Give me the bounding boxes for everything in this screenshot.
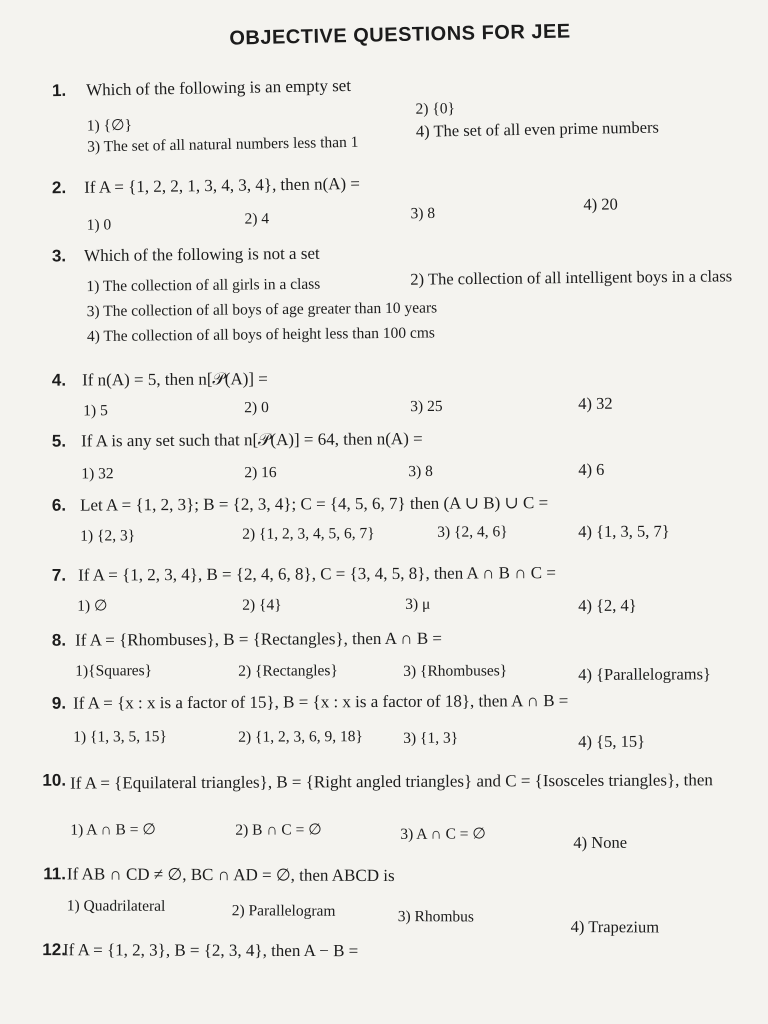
- answer-option: 2) {1, 2, 3, 4, 5, 6, 7}: [242, 525, 375, 543]
- question-text: If A = {1, 2, 2, 1, 3, 4, 3, 4}, then n(A) =: [83, 173, 361, 197]
- answer-option: 2) 4: [244, 210, 270, 228]
- answer-option: 2) {0}: [415, 100, 456, 118]
- answer-option: 1) ∅: [77, 597, 108, 615]
- answer-option: 2) {Rectangles}: [238, 662, 338, 680]
- answer-option: 3) {1, 3}: [403, 729, 459, 747]
- question-number: 7.: [51, 565, 67, 585]
- question-text: If AB ∩ CD ≠ ∅, BC ∩ AD = ∅, then ABCD is: [66, 864, 395, 886]
- question-text: If A = {Rhombuses}, B = {Rectangles}, then A ∩ B =: [74, 628, 443, 650]
- answer-option: 3) {2, 4, 6}: [437, 523, 508, 541]
- page-title: OBJECTIVE QUESTIONS FOR JEE: [229, 20, 571, 50]
- answer-option: 1) 5: [83, 402, 108, 420]
- answer-option: 1){Squares}: [75, 662, 153, 680]
- answer-option: 1) Quadrilateral: [66, 897, 166, 915]
- question-number: 12.: [42, 940, 66, 960]
- answer-option: 2) The collection of all intelligent boys in a class: [410, 266, 733, 289]
- answer-option: 4) Trapezium: [570, 916, 660, 937]
- answer-option: 3) Rhombus: [397, 908, 474, 926]
- answer-option: 1) A ∩ B = ∅: [70, 821, 156, 839]
- question-number: 1.: [51, 80, 67, 101]
- question-text: Let A = {1, 2, 3}; B = {2, 3, 4}; C = {4, 5, 6, 7} then (A ∪ B) ∪ C =: [79, 493, 549, 515]
- question: [0, 767, 768, 852]
- answer-option: 4) None: [573, 832, 628, 852]
- answer-option: 2) {4}: [242, 596, 282, 614]
- answer-option: 4) 32: [578, 393, 613, 413]
- question: [0, 492, 768, 568]
- question-number: 8.: [51, 630, 67, 650]
- answer-option: 3) {Rhombuses}: [403, 662, 508, 680]
- question-number: 10.: [42, 770, 67, 790]
- question-text: If n(A) = 5, then n[𝒫(A)] =: [81, 369, 268, 390]
- question: [0, 239, 768, 346]
- question-text: If A is any set such that n[𝒫(A)] = 64, then n(A) =: [80, 429, 423, 451]
- question-number: 6.: [51, 495, 67, 515]
- answer-option: 2) 16: [244, 464, 277, 482]
- question: [0, 69, 768, 154]
- answer-option: 3) μ: [405, 595, 431, 613]
- question-text: If A = {Equilateral triangles}, B = {Right angled triangles} and C = {Isosceles triangles}, then: [70, 770, 713, 793]
- question: [0, 940, 768, 1015]
- answer-option: 1) The collection of all girls in a class: [86, 275, 321, 296]
- question-number: 3.: [51, 246, 67, 266]
- question-text: If A = {1, 2, 3, 4}, B = {2, 4, 6, 8}, C = {3, 4, 5, 8}, then A ∩ B ∩ C =: [77, 563, 556, 585]
- answer-option: 2) {1, 2, 3, 6, 9, 18}: [238, 728, 363, 746]
- answer-option: 1) 32: [81, 465, 114, 483]
- question-text: Which of the following is not a set: [83, 243, 320, 266]
- answer-option: 2) 0: [244, 399, 269, 417]
- answer-option: 2) B ∩ C = ∅: [235, 821, 322, 839]
- question-number: 11.: [43, 864, 66, 884]
- answer-option: 4) The set of all even prime numbers: [415, 117, 660, 141]
- answer-option: 4) The collection of all boys of height less than 100 cms: [86, 324, 435, 346]
- question-text: If A = {x : x is a factor of 15}, B = {x : x is a factor of 18}, then A ∩ B =: [72, 691, 569, 713]
- question-number: 5.: [51, 431, 67, 451]
- answer-option: 4) {2, 4}: [578, 595, 637, 615]
- question: [0, 690, 768, 766]
- answer-option: 1) 0: [86, 216, 112, 234]
- answer-option: 3) The collection of all boys of age greater than 10 years: [86, 299, 438, 321]
- answer-option: 4) 6: [578, 459, 605, 479]
- answer-option: 4) {1, 3, 5, 7}: [578, 521, 670, 541]
- answer-option: 1) {∅}: [86, 116, 133, 135]
- question-number: 4.: [51, 370, 67, 390]
- question: [0, 168, 768, 251]
- question-number: 9.: [51, 693, 67, 713]
- answer-option: 3) A ∩ C = ∅: [400, 825, 486, 843]
- answer-option: 3) 8: [410, 204, 436, 223]
- answer-option: 3) 25: [410, 397, 443, 416]
- answer-option: 3) 8: [408, 462, 433, 481]
- question-number: 2.: [51, 178, 67, 198]
- question-text: Which of the following is an empty set: [85, 75, 352, 100]
- answer-option: 4) {5, 15}: [578, 731, 646, 751]
- answer-option: 4) 20: [583, 194, 618, 214]
- question-text: If A = {1, 2, 3}, B = {2, 3, 4}, then A − B =: [62, 940, 359, 961]
- question: [0, 864, 768, 940]
- answer-option: 2) Parallelogram: [231, 902, 336, 920]
- answer-option: 1) {1, 3, 5, 15}: [73, 728, 167, 746]
- answer-option: 1) {2, 3}: [80, 527, 136, 545]
- answer-option: 4) {Parallelograms}: [578, 664, 711, 684]
- answer-option: 3) The set of all natural numbers less than 1: [86, 133, 359, 156]
